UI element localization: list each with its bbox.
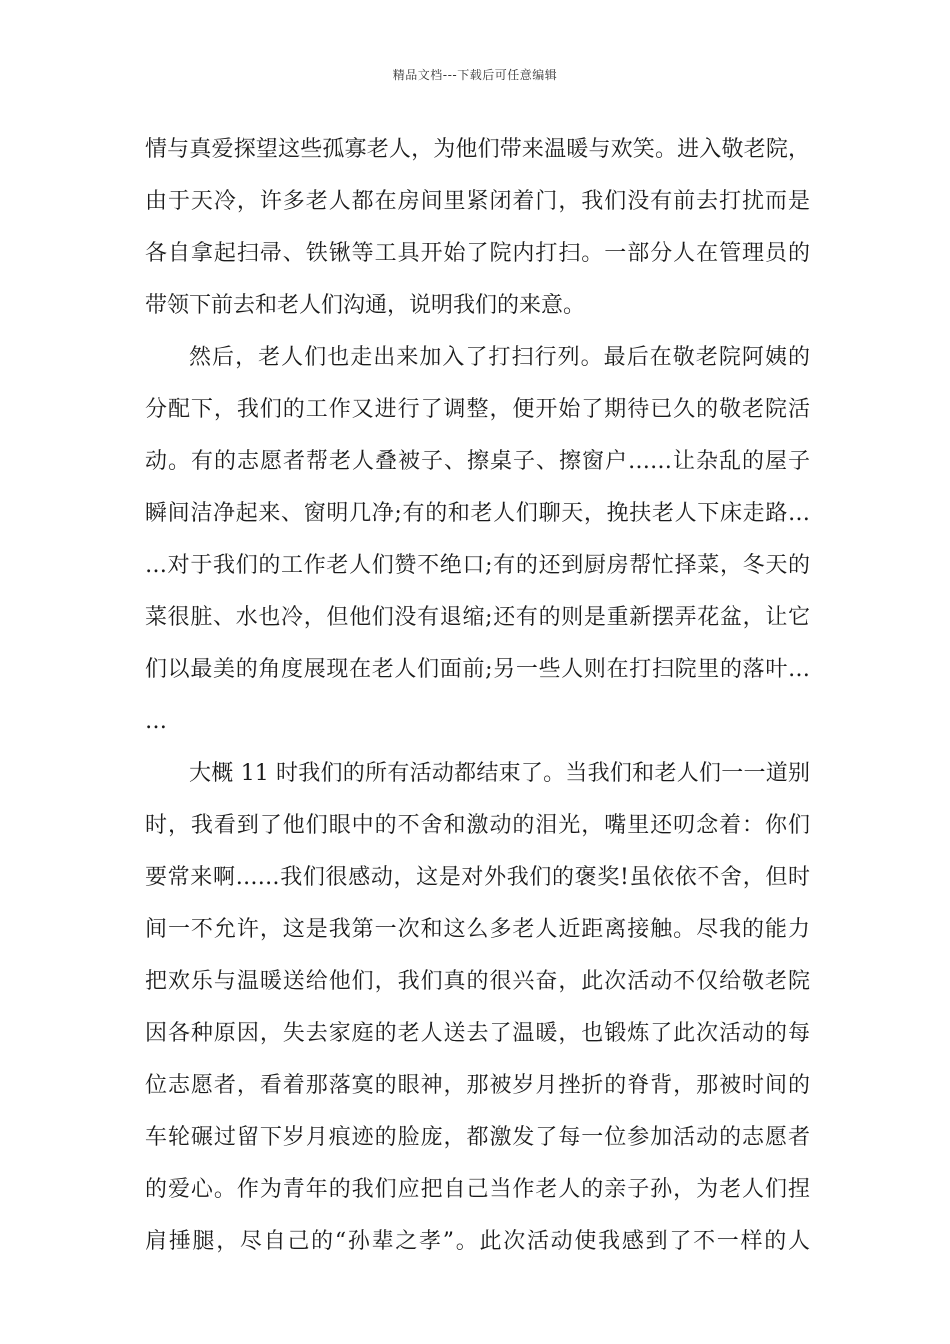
paragraph-1	[145, 124, 810, 332]
text-line: 因各种原因，失去家庭的老人送去了温暖，也锻炼了此次活动的每	[145, 1021, 810, 1046]
paragraph-3	[145, 748, 810, 1268]
text-line: 的爱心。作为青年的我们应把自己当作老人的亲子孙，为老人们捏	[145, 1177, 810, 1202]
text-line: 要常来啊……我们很感动，这是对外我们的褒奖!虽依依不舍，但时	[145, 865, 810, 890]
text-line: 各自拿起扫帚、铁锹等工具开始了院内打扫。一部分人在管理员的	[145, 241, 810, 266]
page-header: 精品文档---下载后可任意编辑	[392, 68, 558, 82]
paragraph-2	[145, 332, 810, 748]
text-line: 们以最美的角度展现在老人们面前;另一些人则在打扫院里的落叶…	[145, 657, 810, 682]
text-line: 把欢乐与温暖送给他们，我们真的很兴奋，此次活动不仅给敬老院	[145, 969, 810, 994]
text-line: 动。有的志愿者帮老人叠被子、擦桌子、擦窗户……让杂乱的屋子	[145, 449, 810, 474]
text-line: 瞬间洁净起来、窗明几净;有的和老人们聊天，挽扶老人下床走路…	[145, 501, 810, 526]
text-line: 间一不允许，这是我第一次和这么多老人近距离接触。尽我的能力	[145, 917, 810, 942]
text-line: 然后，老人们也走出来加入了打扫行列。最后在敬老院阿姨的	[189, 345, 810, 370]
text-line: 由于天冷，许多老人都在房间里紧闭着门，我们没有前去打扰而是	[145, 189, 810, 214]
text-line: 时，我看到了他们眼中的不舍和激动的泪光，嘴里还叨念着：你们	[145, 813, 810, 838]
text-line: 带领下前去和老人们沟通，说明我们的来意。	[145, 293, 586, 318]
text-line: 肩捶腿，尽自己的“孙辈之孝”。此次活动使我感到了不一样的人	[145, 1229, 810, 1254]
text-line: 菜很脏、水也冷，但他们没有退缩;还有的则是重新摆弄花盆，让它	[145, 605, 810, 630]
text-line: 位志愿者，看着那落寞的眼神，那被岁月挫折的脊背，那被时间的	[145, 1073, 810, 1098]
text-line: 情与真爱探望这些孤寡老人，为他们带来温暖与欢笑。进入敬老院，	[145, 137, 810, 162]
text-line: …	[145, 709, 167, 734]
text-line: 车轮碾过留下岁月痕迹的脸庞，都激发了每一位参加活动的志愿者	[145, 1125, 810, 1150]
text-line: 分配下，我们的工作又进行了调整，便开始了期待已久的敬老院活	[145, 397, 810, 422]
text-line: 大概 11 时我们的所有活动都结束了。当我们和老人们一一道别	[189, 761, 810, 786]
document-body	[145, 124, 810, 1268]
text-line: …对于我们的工作老人们赞不绝口;有的还到厨房帮忙择菜，冬天的	[145, 553, 810, 578]
